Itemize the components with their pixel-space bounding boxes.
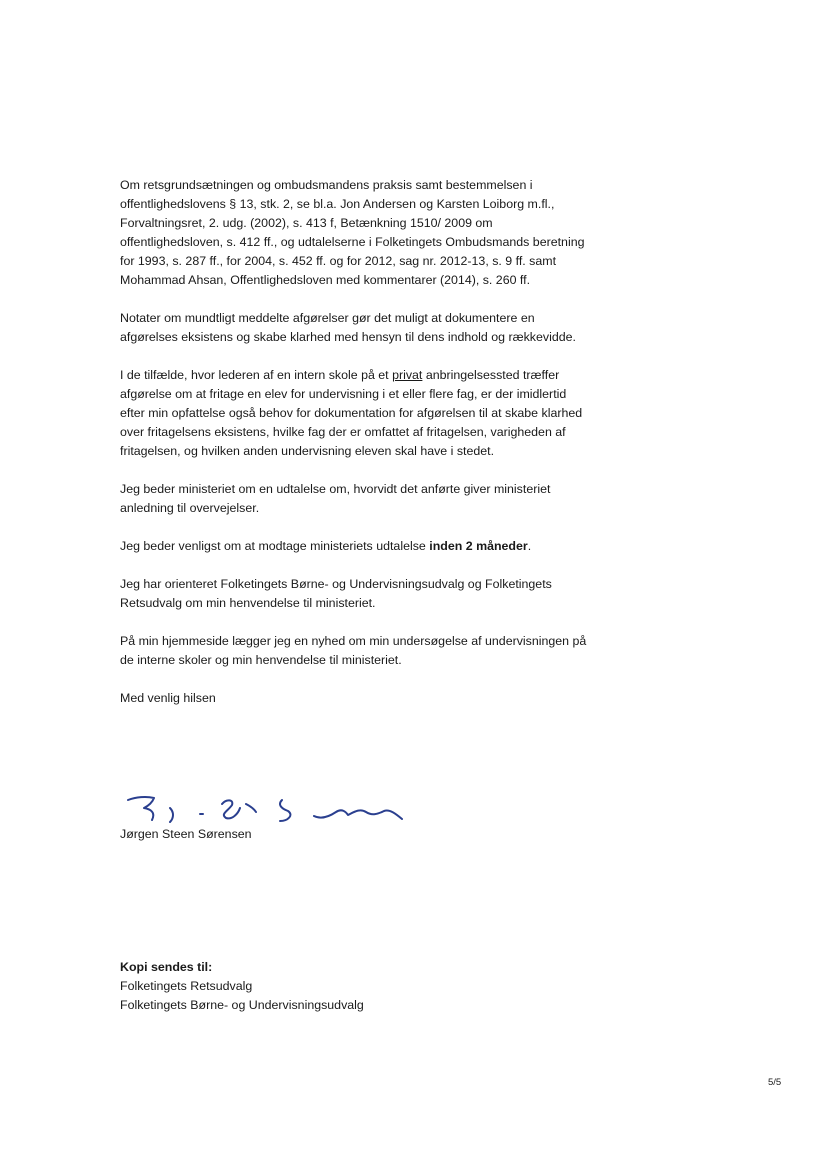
paragraph-exemption-start: I de tilfælde, hvor lederen af en intern skole på et <box>120 368 393 382</box>
paragraph-informed: Jeg har orienteret Folketingets Børne- og Undervisningsudvalg og Folketingets Retsudvalg om min henvendelse til ministeriet. <box>120 577 552 610</box>
paragraph-references: Om retsgrundsætningen og ombudsmandens praksis samt bestemmelsen i offentlighedslovens § 13, stk. 2, se bl.a. Jon Andersen og Karsten Loiborg m.fl., Forvaltningsret, 2. udg. (2002), s. 413 f, Betænkning 1510/ 2009 om offentlighedsloven, s. 412 ff., og udtalelserne i Folketingets Ombudsmands beretning for 1993, s. 287 ff., for 2004, s. 452 ff. og for 2012, sag nr. 2012-13, s. 9 ff. samt Mohammad Ahsan, Offentlighedsloven med kommentarer (2014), s. 260 ff. <box>120 178 585 287</box>
page-number: 5/5 <box>768 1077 782 1088</box>
handwritten-signature <box>122 790 412 830</box>
closing-greeting: Med venlig hilsen <box>120 691 216 705</box>
paragraph-exemption <box>120 366 590 461</box>
paragraph-notes: Notater om mundtligt meddelte afgørelser gør det muligt at dokumentere en afgørelses eksistens og skabe klarhed med hensyn til dens indhold og rækkevidde. <box>120 311 576 344</box>
signer-name: Jørgen Steen Sørensen <box>120 827 252 841</box>
deadline-bold: inden 2 måneder <box>429 539 528 553</box>
copy-heading: Kopi sendes til: <box>120 960 213 974</box>
paragraph-deadline-start: Jeg beder venligst om at modtage ministeriets udtalelse <box>120 539 430 553</box>
copy-recipients <box>120 958 364 1015</box>
paragraph-exemption-end: anbringelsessted træffer afgørelse om at fritage en elev for undervisning i et eller flere fag, er der imidlertid efter min opfattelse også behov for dokumentation for afgørelsen til at skabe klarhed over fritagelsens eksistens, hvilke fag der er omfattet af fritagelsen, varigheden af fritagelsen, og hvilken anden undervisning eleven skal have i stedet. <box>120 368 583 458</box>
copy-recipient: Folketingets Børne- og Undervisningsudvalg <box>120 998 364 1012</box>
paragraph-request: Jeg beder ministeriet om en udtalelse om, hvorvidt det anførte giver ministeriet anledning til overvejelser. <box>120 482 551 515</box>
copy-recipient: Folketingets Retsudvalg <box>120 979 253 993</box>
paragraph-website: På min hjemmeside lægger jeg en nyhed om min undersøgelse af undervisningen på de interne skoler og min henvendelse til ministeriet. <box>120 634 587 667</box>
paragraph-deadline <box>120 537 590 556</box>
letter-body <box>120 176 590 727</box>
underlined-word: privat <box>392 368 423 382</box>
paragraph-deadline-end: . <box>527 539 532 553</box>
